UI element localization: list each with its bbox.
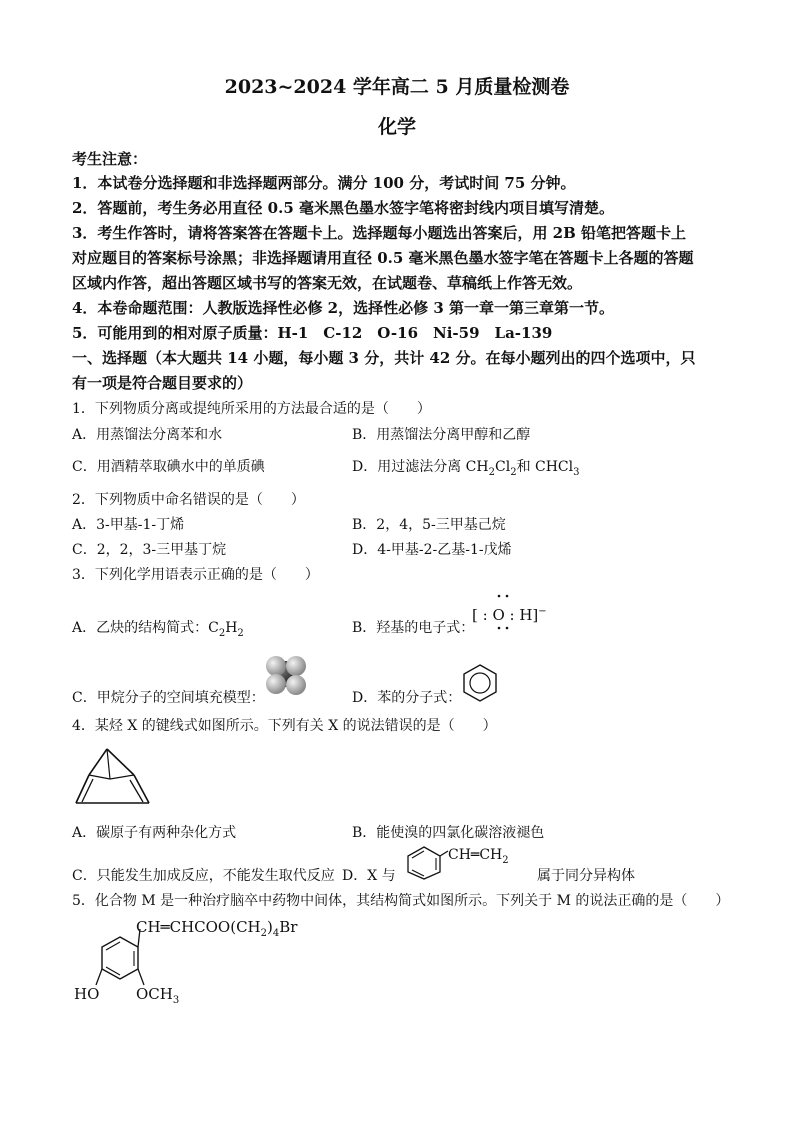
section-heading: 一、选择题（本大题共 14 小题，每小题 3 分，共计 42 分。在每小题列出的四个选项中，只: [72, 349, 696, 367]
benzene-ring-icon: [460, 663, 500, 703]
notice-item-4: 4．本卷命题范围：人教版选择性必修 2，选择性必修 3 第一章一第三章第一节。: [72, 299, 614, 317]
q4-option-a: A．碳原子有两种杂化方式: [72, 825, 237, 841]
exam-title: 2023~2024 学年高二 5 月质量检测卷: [224, 76, 570, 98]
q1-stem: 1．下列物质分离或提纯所采用的方法最合适的是（ ）: [72, 401, 431, 417]
q3-stem: 3．下列化学用语表示正确的是（ ）: [72, 567, 319, 583]
q5-stem: 5．化合物 M 是一种治疗脑卒中药物中间体，其结构简式如图所示。下列关于 M 的说法正确的是（ ）: [72, 893, 730, 909]
compound-m-side-chain: $CH═CHCOO(CH_2)_4Br$: [136, 918, 298, 939]
methane-space-filling-model-icon: [262, 652, 310, 700]
q2-option-b: B．2，4，5-三甲基己烷: [352, 517, 506, 533]
vinyl-group-label: $CH═CH_2$: [448, 847, 509, 866]
subject-title: 化学: [377, 116, 416, 138]
norbornadiene-structure-icon: [72, 745, 162, 807]
notice-item-3: 3．考生作答时，请将答案答在答题卡上。选择题每小题选出答案后，用 2B 铅笔把答题卡上: [72, 224, 687, 242]
q3-option-c: C．甲烷分子的空间填充模型：: [72, 690, 265, 706]
notice-item-3-cont: 对应题目的答案标号涂黑；非选择题请用直径 0.5 毫米黑色墨水签字笔在答题卡上各题的答题: [72, 249, 694, 267]
q4-option-d-prefix: D．X 与: [342, 868, 396, 884]
lone-pair-dots: [495, 592, 515, 632]
q2-option-c: C．2，2，3-三甲基丁烷: [72, 542, 227, 558]
q3-option-a: A．乙炔的结构简式：$C_2H_2$: [72, 620, 244, 639]
q4-stem: 4．某烃 X 的键线式如图所示。下列有关 X 的说法错误的是（ ）: [72, 718, 497, 734]
q2-option-a: A．3-甲基-1-丁烯: [72, 517, 185, 533]
q1-option-b: B．用蒸馏法分离甲醇和乙醇: [352, 427, 531, 443]
q2-option-d: D．4-甲基-2-乙基-1-戊烯: [352, 542, 512, 558]
q3-option-b: B．羟基的电子式：: [352, 620, 475, 636]
notice-item-2: 2．答题前，考生务必用直径 0.5 毫米黑色墨水签字笔将密封线内项目填写清楚。: [72, 199, 614, 217]
notice-item-1: 1．本试卷分选择题和非选择题两部分。满分 100 分，考试时间 75 分钟。: [72, 174, 576, 192]
q2-stem: 2．下列物质中命名错误的是（ ）: [72, 492, 305, 508]
q4-option-b: B．能使溴的四氯化碳溶液褪色: [352, 825, 545, 841]
q4-option-d-suffix: 属于同分异构体: [537, 868, 635, 884]
q4-option-c: C．只能发生加成反应，不能发生取代反应: [72, 868, 335, 884]
q1-option-c: C．用酒精萃取碘水中的单质碘: [72, 459, 265, 475]
hydroxyl-electron-formula: [ : O : H]−: [472, 606, 547, 624]
methoxy-label: $OCH_3$: [136, 985, 180, 1006]
notice-item-3-cont2: 区域内作答，超出答题区域书写的答案无效，在试题卷、草稿纸上作答无效。: [72, 274, 583, 292]
q1-option-d: D．用过滤法分离 $CH_2Cl_2$和 CHCl$_3$: [352, 459, 580, 478]
q3-option-d: D．苯的分子式：: [352, 690, 462, 706]
styrene-ring-icon: [404, 845, 444, 881]
q1-option-a: A．用蒸馏法分离苯和水: [72, 427, 223, 443]
section-heading-cont: 有一项是符合题目要求的）: [72, 374, 253, 392]
hydroxyl-label: HO: [74, 985, 100, 1003]
notice-item-5: 5．可能用到的相对原子质量：H-1 C-12 O-16 Ni-59 La-139: [72, 324, 553, 342]
notice-heading: 考生注意：: [72, 150, 148, 168]
